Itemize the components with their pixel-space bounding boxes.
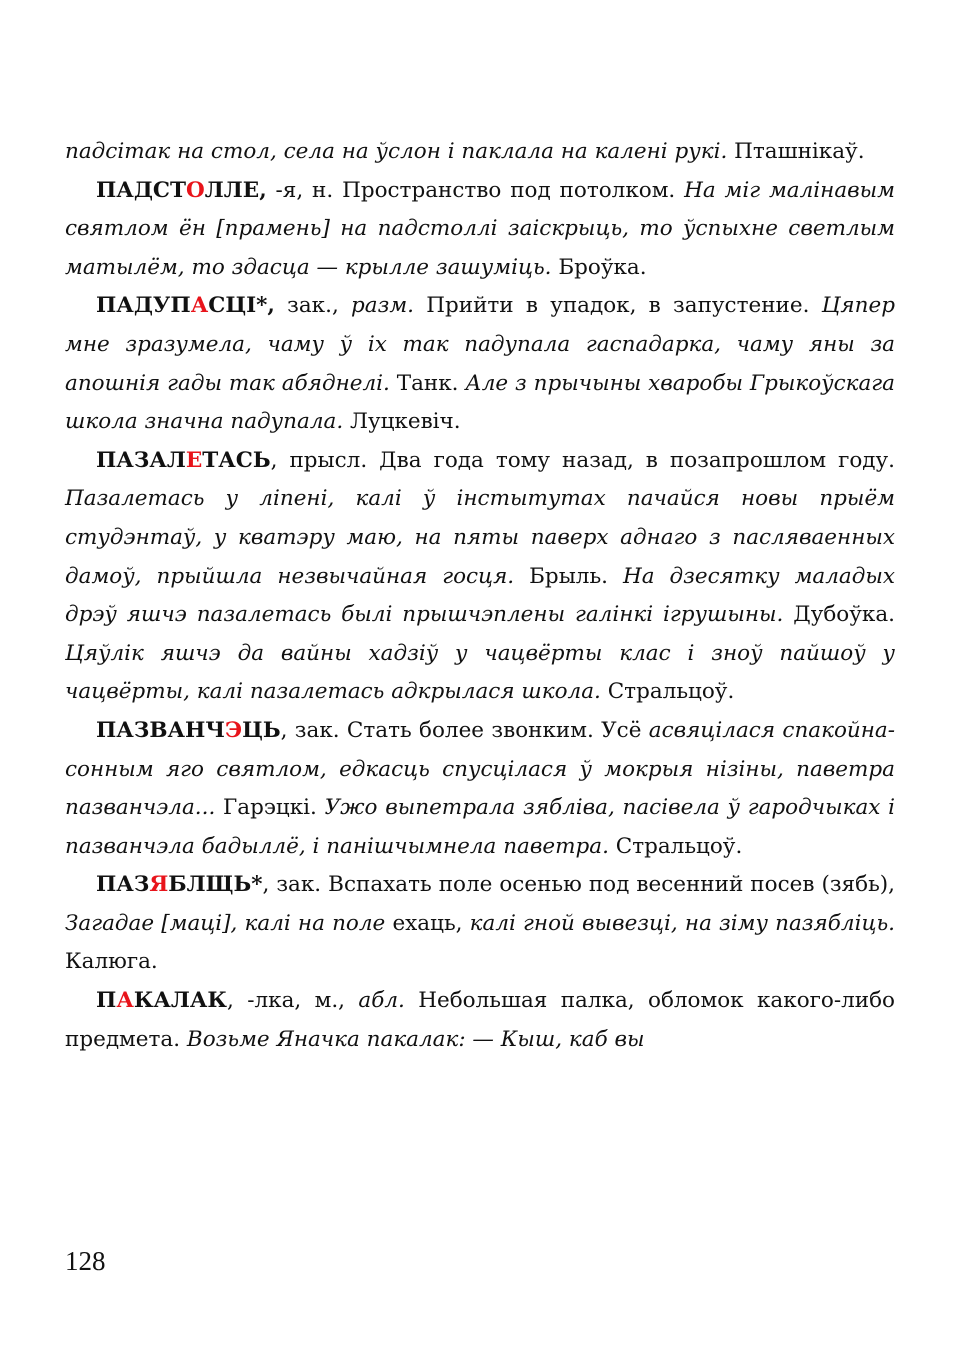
dictionary-page-text (65, 133, 895, 1059)
definition-text: Калюга. (65, 949, 158, 975)
example-quote: Цяўлік яшчэ да вайны хадзіў у чацвёрты клас і зноў пайшоў у чацвёрты, калі пазалетась адкрылася школа. (65, 640, 895, 705)
headword: СЦІ*, (208, 293, 275, 319)
entry-continuation (65, 133, 895, 172)
definition-text: Стральцоў. (607, 679, 735, 705)
headword: ПАДУП (96, 293, 191, 319)
dictionary-entry (65, 287, 895, 441)
definition-text: зак., (274, 293, 352, 319)
headword: ПАЗ (96, 872, 150, 898)
example-quote: абл. (358, 988, 405, 1014)
example-quote: калі гной вывезці, на зіму пазябліць. (469, 910, 895, 936)
example-quote: Але з прычыны хваробы Грыкоўскага школа значна падупала. (65, 370, 895, 435)
definition-text: Брыль. (529, 563, 623, 589)
definition-text: Гарэцкі. (223, 795, 325, 821)
example-quote: падсітак на стол, села на ўслон і паклала на калені рукі. (65, 139, 735, 164)
headword: БЛЩЬ* (168, 872, 263, 898)
example-quote: Загадае [маці], калі на поле (65, 910, 393, 936)
dictionary-entry (65, 866, 895, 982)
headword: ПАДСТ (96, 177, 187, 203)
dictionary-entry (65, 442, 895, 712)
definition-text: Броўка. (558, 254, 647, 280)
example-quote: асвяцілася спакойна-сонным яго святлом, едкасць спусцілася ў мокрыя нізіны, паветра пазванчэла... (65, 717, 895, 821)
stressed-letter: Я (149, 872, 169, 898)
headword: ЛЛЕ, (204, 177, 267, 203)
dictionary-entry (65, 712, 895, 866)
definition-text: Танк. (396, 370, 466, 396)
headword: П (96, 988, 117, 1014)
definition-text: , зак. Вспахать поле осенью под весенний посев (зябь), (262, 872, 895, 898)
definition-text: Луцкевіч. (350, 409, 461, 435)
page-number: 128 (65, 1246, 106, 1276)
example-quote: Цяпер мне зразумела, чаму ў іх так падупала гаспадарка, чаму яны за апошнія гады так абяднелі. (65, 293, 895, 396)
headword: ПАЗАЛ (96, 447, 186, 473)
definition-text: Пташнікаў. (734, 139, 865, 164)
stressed-letter: О (186, 177, 205, 203)
headword: ТАСЬ (202, 447, 271, 473)
definition-text: Стральцоў. (615, 833, 743, 859)
example-quote: На дзесятку маладых дрэў яшчэ пазалетась былі прышчэплены галінкі ігрушыны. (65, 563, 895, 628)
example-quote: Возьме Яначка пакалак: — Кыш, каб вы (186, 1026, 645, 1052)
definition-text: -я, н. Пространство под потолком. (266, 177, 685, 203)
definition-text: Прийти в упадок, в запустение. (413, 293, 822, 319)
dictionary-entry (65, 172, 895, 288)
definition-text: , -лка, м., (226, 988, 359, 1014)
stressed-letter: Э (224, 717, 243, 743)
stressed-letter: Е (185, 447, 203, 473)
definition-text: Небольшая палка, обломок какого-либо предмета. (65, 988, 895, 1052)
example-quote: Ужо выпетрала зябліва, пасівела ў гародчыках і пазванчэла бадыллё, і панішчымнела паветра. (65, 795, 895, 859)
headword: ЦЬ (242, 717, 281, 743)
headword: КАЛАК (133, 988, 227, 1014)
dictionary-entry (65, 982, 895, 1059)
definition-text: , прысл. Два года тому назад, в позапрошлом году. (270, 447, 895, 473)
example-quote: Пазалетась у ліпені, калі ў інстытутах пачайся новы прыём студэнтаў, у кватэру маю, на пяты паверх аднаго з пасляваенных дамоў, прыйшла незвычайная госця. (65, 486, 895, 589)
headword: ПАЗВАНЧ (96, 717, 225, 743)
stressed-letter: А (116, 988, 134, 1014)
definition-text: ехаць, (392, 910, 470, 936)
definition-text: Дубоўка. (793, 602, 895, 628)
definition-text: , зак. Стать более звонким. Усё (280, 717, 649, 743)
example-quote: разм. (351, 293, 414, 319)
stressed-letter: А (190, 293, 209, 319)
example-quote: На міг малінавым святлом ён [прамень] на падстоллі заіскрыць, то ўспыхне светлым матылём, то здасца — крылле зашуміць. (65, 177, 895, 280)
